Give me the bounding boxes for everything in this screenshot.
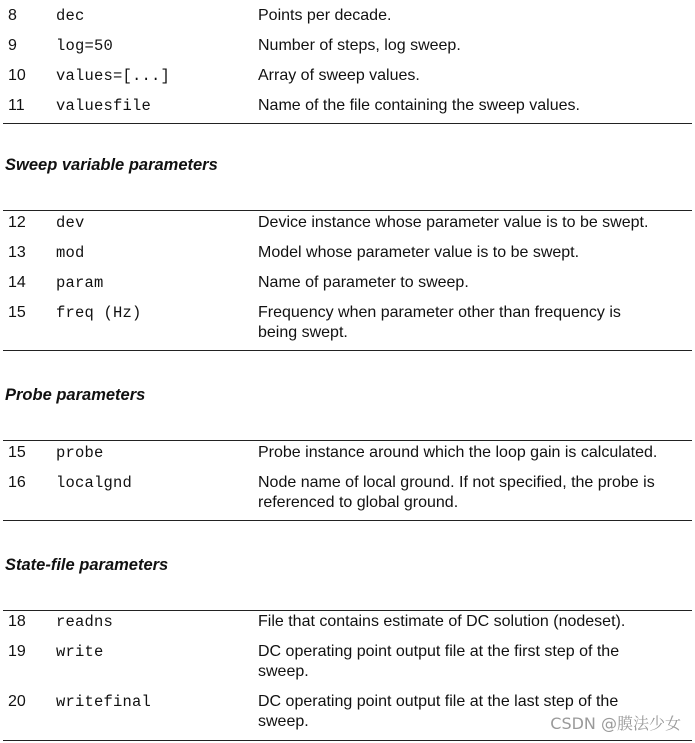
param-number: 12 <box>8 214 26 231</box>
param-name: mod <box>56 244 85 262</box>
param-number: 20 <box>8 693 26 710</box>
param-description: DC operating point output file at the first step of the sweep. <box>258 643 620 680</box>
param-number: 15 <box>8 304 26 321</box>
param-description: Name of parameter to sweep. <box>258 274 469 291</box>
table-bottom-rule <box>3 350 692 351</box>
param-number: 18 <box>8 613 26 630</box>
param-number: 14 <box>8 274 26 291</box>
param-name: probe <box>56 444 104 462</box>
param-number: 11 <box>8 97 25 114</box>
watermark-text: CSDN @膜法少女 <box>550 714 681 733</box>
param-number: 8 <box>8 7 17 24</box>
param-number: 16 <box>8 474 26 491</box>
param-number: 15 <box>8 444 26 461</box>
param-name: param <box>56 274 104 292</box>
param-name: log=50 <box>56 37 114 55</box>
param-name: dev <box>56 214 85 232</box>
param-name: dec <box>56 7 85 25</box>
param-name: freq (Hz) <box>56 304 142 322</box>
param-name: writefinal <box>56 693 152 711</box>
param-description: Probe instance around which the loop gain is calculated. <box>258 444 658 461</box>
param-description: Frequency when parameter other than frequency is being swept. <box>258 304 621 341</box>
param-description: Node name of local ground. If not specified, the probe is referenced to global ground. <box>258 474 655 511</box>
param-number: 13 <box>8 244 26 261</box>
table-top-rule <box>3 210 692 211</box>
param-name: valuesfile <box>56 97 152 115</box>
param-description: Number of steps, log sweep. <box>258 37 461 54</box>
param-description: Array of sweep values. <box>258 67 420 84</box>
section-title-sweep-variable: Sweep variable parameters <box>5 156 218 174</box>
param-description: Points per decade. <box>258 7 392 24</box>
table-bottom-rule <box>3 123 692 124</box>
table-bottom-rule <box>3 520 692 521</box>
param-name: write <box>56 643 104 661</box>
section-title-state-file: State-file parameters <box>5 556 169 574</box>
table-top-rule <box>3 610 692 611</box>
param-description: Model whose parameter value is to be swept. <box>258 244 580 261</box>
param-description: Name of the file containing the sweep values. <box>258 97 580 114</box>
section-title-probe: Probe parameters <box>5 386 146 404</box>
param-number: 9 <box>8 37 17 54</box>
param-name: localgnd <box>56 474 133 492</box>
table-top-rule <box>3 440 692 441</box>
param-description: Device instance whose parameter value is to be swept. <box>258 214 649 231</box>
param-number: 19 <box>8 643 26 660</box>
param-number: 10 <box>8 67 26 84</box>
param-name: readns <box>56 613 114 631</box>
param-description: DC operating point output file at the last step of the sweep. <box>258 693 619 730</box>
param-name: values=[...] <box>56 67 171 85</box>
table-bottom-rule <box>3 740 692 741</box>
param-description: File that contains estimate of DC solution (nodeset). <box>258 613 626 630</box>
